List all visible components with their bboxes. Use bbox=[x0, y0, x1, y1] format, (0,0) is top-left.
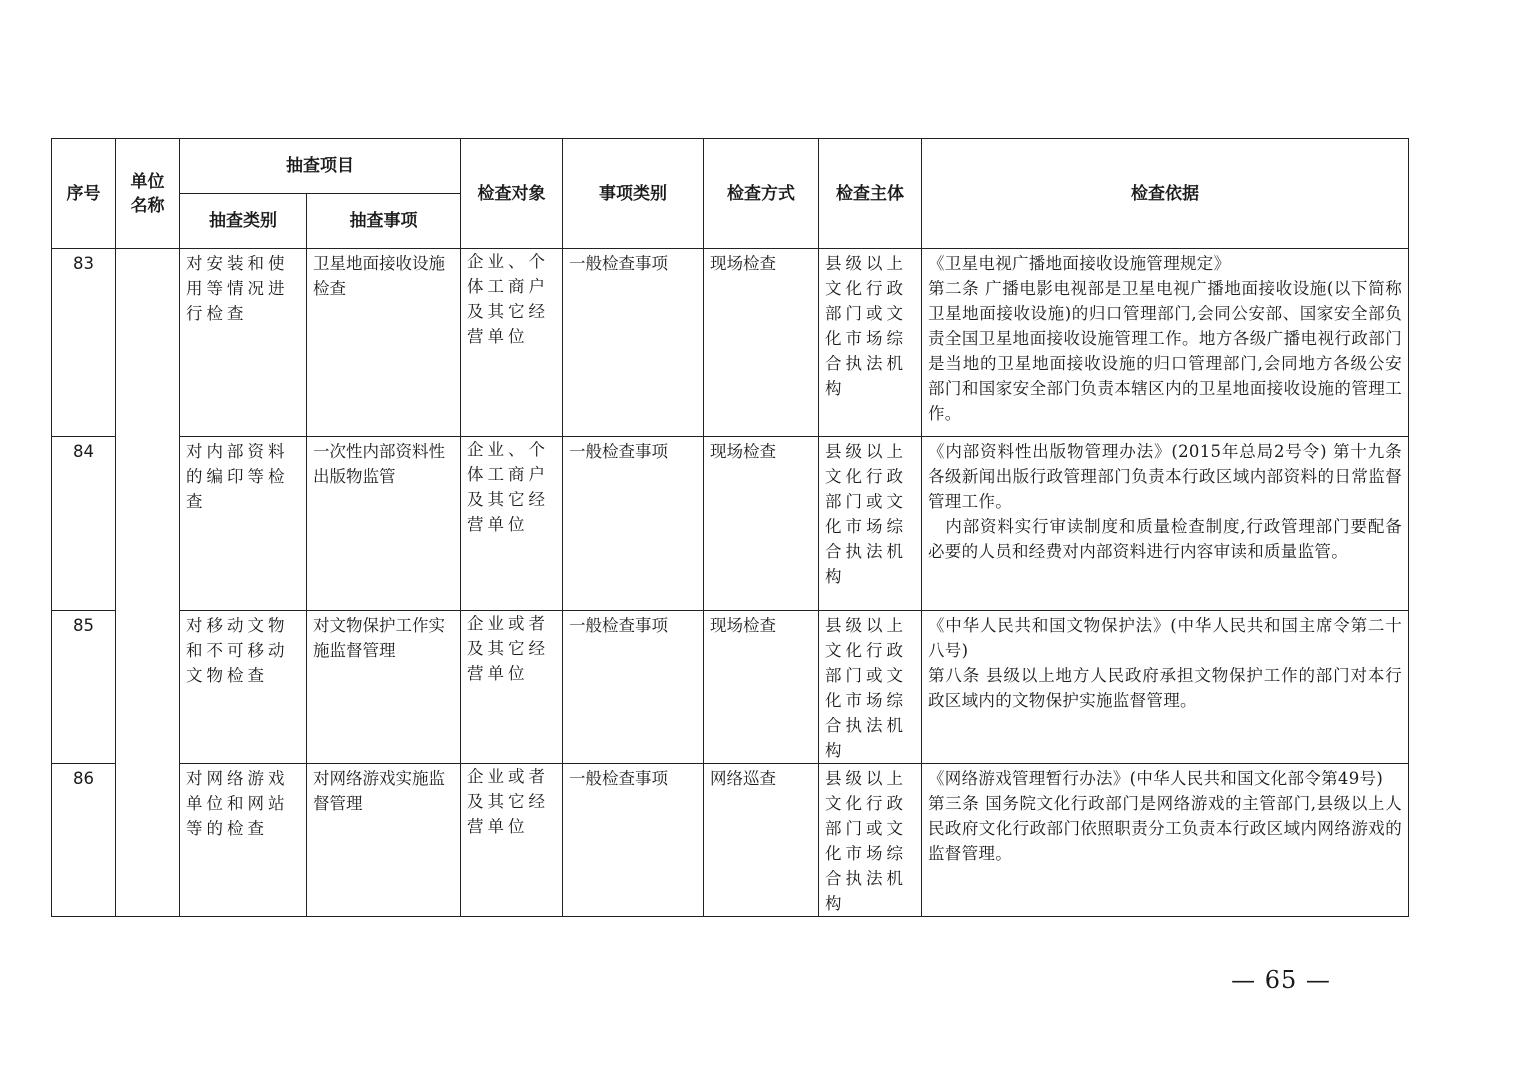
header-method: 检查方式 bbox=[704, 139, 819, 249]
page-number: — 65 — bbox=[1231, 966, 1331, 994]
inspection-subject: 县级以上文化行政部门或文化市场综合执法机构 bbox=[819, 764, 922, 917]
inspection-method: 网络巡查 bbox=[704, 764, 819, 917]
inspection-basis bbox=[922, 249, 1409, 437]
inspection-basis bbox=[922, 611, 1409, 764]
table-row bbox=[52, 437, 1409, 611]
inspection-category: 对内部资料的编印等检查 bbox=[180, 437, 307, 611]
inspection-category: 对网络游戏单位和网站等的检查 bbox=[180, 764, 307, 917]
inspection-method: 现场检查 bbox=[704, 437, 819, 611]
basis-paragraph: 内部资料实行审读制度和质量检查制度,行政管理部门要配备必要的人员和经费对内部资料进行内容审读和质量监管。 bbox=[928, 517, 1402, 561]
inspection-matter: 对网络游戏实施监督管理 bbox=[307, 764, 461, 917]
basis-paragraph: 《内部资料性出版物管理办法》(2015年总局2号令) 第十九条 各级新闻出版行政管理部门负责本行政区域内部资料的日常监督管理工作。 bbox=[928, 442, 1402, 511]
inspection-subject: 县级以上文化行政部门或文化市场综合执法机构 bbox=[819, 437, 922, 611]
inspection-object: 企业、个体工商户及其它经营单位 bbox=[461, 249, 563, 437]
header-unit: 单位名称 bbox=[116, 139, 180, 249]
inspection-category: 对移动文物和不可移动文物检查 bbox=[180, 611, 307, 764]
inspection-object: 企业、个体工商户及其它经营单位 bbox=[461, 437, 563, 611]
basis-paragraph: 第三条 国务院文化行政部门是网络游戏的主管部门,县级以上人民政府文化行政部门依照职责分工负责本行政区域内网络游戏的监督管理。 bbox=[928, 794, 1402, 863]
inspection-object: 企业或者及其它经营单位 bbox=[461, 611, 563, 764]
basis-paragraph: 《中华人民共和国文物保护法》(中华人民共和国主席令第二十八号) bbox=[928, 616, 1402, 660]
inspection-matter: 一次性内部资料性出版物监管 bbox=[307, 437, 461, 611]
row-number: 84 bbox=[52, 437, 116, 611]
inspection-subject: 县级以上文化行政部门或文化市场综合执法机构 bbox=[819, 249, 922, 437]
header-category: 抽查类别 bbox=[180, 194, 307, 249]
table-row bbox=[52, 764, 1409, 917]
matter-type: 一般检查事项 bbox=[563, 611, 704, 764]
table-row bbox=[52, 249, 1409, 437]
header-basis: 检查依据 bbox=[922, 139, 1409, 249]
basis-paragraph: 《卫星电视广播地面接收设施管理规定》 bbox=[928, 254, 1231, 273]
header-item-group: 抽查项目 bbox=[180, 139, 461, 194]
row-number: 85 bbox=[52, 611, 116, 764]
header-seq: 序号 bbox=[52, 139, 116, 249]
unit-name-cell bbox=[116, 249, 180, 917]
matter-type: 一般检查事项 bbox=[563, 249, 704, 437]
matter-type: 一般检查事项 bbox=[563, 437, 704, 611]
inspection-method: 现场检查 bbox=[704, 249, 819, 437]
header-type: 事项类别 bbox=[563, 139, 704, 249]
inspection-matter: 对文物保护工作实施监督管理 bbox=[307, 611, 461, 764]
inspection-object: 企业或者及其它经营单位 bbox=[461, 764, 563, 917]
inspection-basis bbox=[922, 764, 1409, 917]
row-number: 83 bbox=[52, 249, 116, 437]
header-matter: 抽查事项 bbox=[307, 194, 461, 249]
table-row bbox=[52, 611, 1409, 764]
basis-paragraph: 第二条 广播电影电视部是卫星电视广播地面接收设施(以下简称卫星地面接收设施)的归口管理部门,会同公安部、国家安全部负责全国卫星地面接收设施管理工作。地方各级广播电视行政部门是当地的卫星地面接收设施的归口管理部门,会同地方各级公安部门和国家安全部门负责本辖区内的卫星地面接收设施的管理工作。 bbox=[928, 279, 1402, 423]
inspection-table bbox=[51, 138, 1409, 917]
matter-type: 一般检查事项 bbox=[563, 764, 704, 917]
inspection-matter: 卫星地面接收设施检查 bbox=[307, 249, 461, 437]
basis-paragraph: 第八条 县级以上地方人民政府承担文物保护工作的部门对本行政区域内的文物保护实施监督管理。 bbox=[928, 666, 1402, 710]
inspection-basis bbox=[922, 437, 1409, 611]
header-subject: 检查主体 bbox=[819, 139, 922, 249]
inspection-category: 对安装和使用等情况进行检查 bbox=[180, 249, 307, 437]
header-object: 检查对象 bbox=[461, 139, 563, 249]
row-number: 86 bbox=[52, 764, 116, 917]
inspection-method: 现场检查 bbox=[704, 611, 819, 764]
inspection-subject: 县级以上文化行政部门或文化市场综合执法机构 bbox=[819, 611, 922, 764]
basis-paragraph: 《网络游戏管理暂行办法》(中华人民共和国文化部令第49号) bbox=[928, 769, 1384, 788]
